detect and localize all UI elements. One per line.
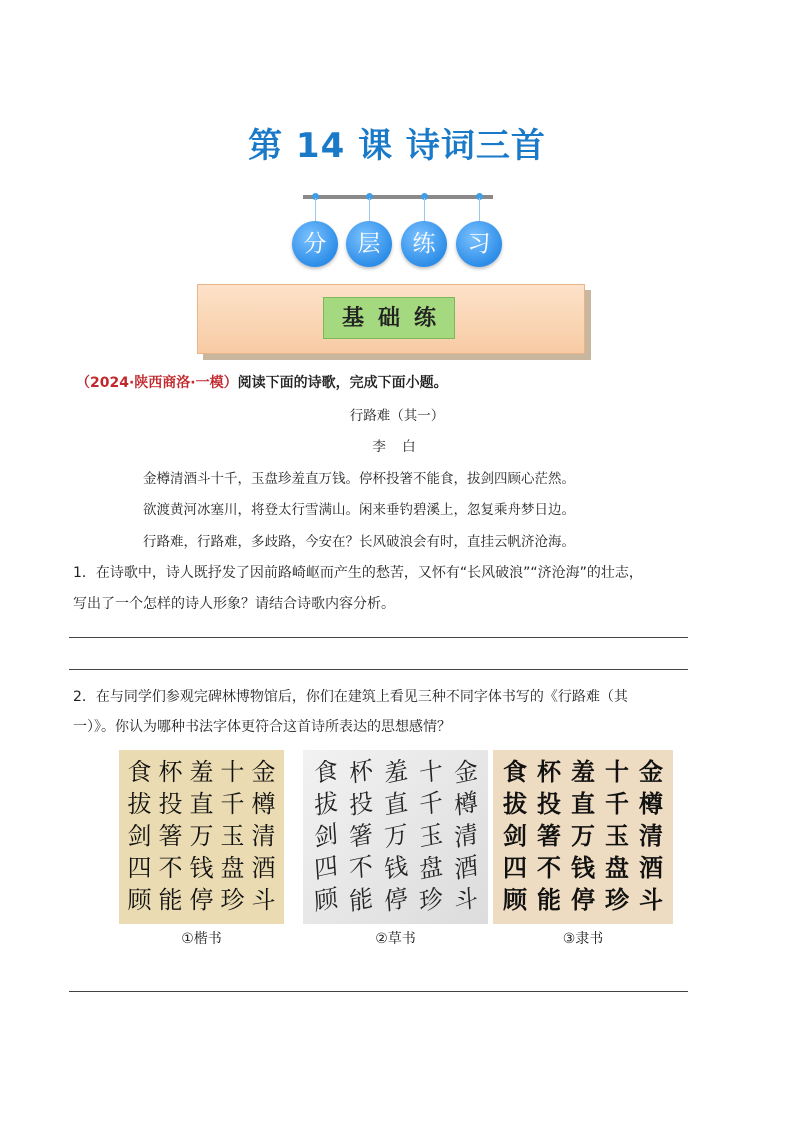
- answer-line[interactable]: [69, 669, 688, 670]
- calligraphy-char: 四: [312, 851, 339, 885]
- question-instruction: 阅读下面的诗歌，完成下面小题。: [237, 375, 448, 391]
- calligraphy-char: 金: [452, 755, 479, 789]
- calligraphy-char: 四: [127, 854, 152, 882]
- answer-line[interactable]: [69, 991, 688, 992]
- section-label: 基础练: [323, 297, 455, 339]
- calligraphy-char: 停: [382, 883, 409, 917]
- calligraphy-char: 投: [158, 790, 183, 818]
- lishu-image: [493, 750, 673, 924]
- calligraphy-char: 能: [537, 886, 561, 914]
- calligraphy-char: 食: [127, 758, 152, 786]
- calligraphy-char: 万: [571, 822, 595, 850]
- calligraphy-char: 杯: [537, 758, 561, 786]
- calligraphy-char: 剑: [127, 822, 152, 850]
- calligraphy-char: 箸: [347, 819, 374, 853]
- calligraphy-char: 清: [639, 822, 663, 850]
- calligraphy-column: [451, 756, 481, 916]
- calligraphy-char: 剑: [312, 819, 339, 853]
- calligraphy-char: 剑: [503, 822, 527, 850]
- calligraphy-char: 食: [312, 755, 339, 789]
- question-2-line: 一）》。你认为哪种书法字体更符合这首诗所表达的思想感情？: [73, 719, 451, 735]
- poem-author: 李 白: [372, 439, 422, 455]
- calligraphy-char: 拔: [503, 790, 527, 818]
- poem-title: 行路难（其一）: [349, 408, 445, 424]
- calligraphy-char: 万: [382, 819, 409, 853]
- question-intro: [76, 372, 448, 392]
- calligraphy-char: 不: [537, 854, 561, 882]
- calligraphy-column: [636, 756, 666, 916]
- section-banner: [197, 284, 591, 360]
- calligraphy-column: [381, 756, 411, 916]
- badge-fen: 分: [292, 221, 338, 267]
- calligraphy-column: [500, 756, 530, 916]
- calligraphy-char: 珍: [605, 886, 629, 914]
- calligraphy-column: [416, 756, 446, 916]
- calligraphy-char: 顾: [503, 886, 527, 914]
- calligraphy-char: 不: [158, 854, 183, 882]
- calligraphy-char: 千: [605, 790, 629, 818]
- calligraphy-column: [534, 756, 564, 916]
- calligraphy-char: 投: [537, 790, 561, 818]
- poem-line: 欲渡黄河冰塞川，将登太行雪满山。闲来垂钓碧溪上，忽复乘舟梦日边。: [143, 502, 575, 518]
- question-2-line: 2．在与同学们参观完碑林博物馆后，你们在建筑上看见三种不同字体书写的《行路难（其: [73, 689, 628, 705]
- calligraphy-char: 羞: [189, 758, 214, 786]
- calligraphy-char: 钱: [189, 854, 214, 882]
- calligraphy-char: 直: [189, 790, 214, 818]
- calligraphy-char: 钱: [382, 851, 409, 885]
- calligraphy-char: 酒: [251, 854, 276, 882]
- calligraphy-char: 食: [503, 758, 527, 786]
- calligraphy-char: 清: [251, 822, 276, 850]
- calligraphy-char: 盘: [605, 854, 629, 882]
- caoshu-image: [303, 750, 488, 924]
- calligraphy-column: [346, 756, 376, 916]
- rail-stick: [479, 198, 480, 222]
- calligraphy-char: 斗: [251, 886, 276, 914]
- calligraphy-char: 盘: [417, 851, 444, 885]
- calligraphy-char: 酒: [452, 851, 479, 885]
- calligraphy-char: 万: [189, 822, 214, 850]
- calligraphy-char: 千: [417, 787, 444, 821]
- calligraphy-char: 杯: [347, 755, 374, 789]
- rail-stick: [424, 198, 425, 222]
- calligraphy-column: [602, 756, 632, 916]
- question-1-line: 写出了一个怎样的诗人形象？请结合诗歌内容分析。: [73, 596, 395, 612]
- badge-ceng: 层: [346, 221, 392, 267]
- calligraphy-char: 清: [452, 819, 479, 853]
- calligraphy-char: 能: [158, 886, 183, 914]
- calligraphy-char: 羞: [571, 758, 595, 786]
- calligraphy-char: 斗: [639, 886, 663, 914]
- calligraphy-char: 直: [382, 787, 409, 821]
- poem-line: 行路难，行路难，多歧路，今安在？长风破浪会有时，直挂云帆济沧海。: [143, 534, 575, 550]
- calligraphy-column: [125, 756, 155, 916]
- calligraphy-char: 珍: [417, 883, 444, 917]
- calligraphy-char: 箸: [537, 822, 561, 850]
- calligraphy-char: 十: [220, 758, 245, 786]
- calligraphy-char: 盘: [220, 854, 245, 882]
- calligraphy-char: 玉: [417, 819, 444, 853]
- badge-lian: 练: [401, 221, 447, 267]
- calligraphy-char: 金: [639, 758, 663, 786]
- badge-xi: 习: [456, 221, 502, 267]
- calligraphy-char: 箸: [158, 822, 183, 850]
- calligraphy-char: 斗: [452, 883, 479, 917]
- calligraphy-char: 钱: [571, 854, 595, 882]
- calligraphy-column: [249, 756, 279, 916]
- page-title: 第 14 课 诗词三首: [248, 126, 546, 166]
- badge-rail: [303, 195, 493, 199]
- poem-line: 金樽清酒斗十千，玉盘珍羞直万钱。停杯投箸不能食，拔剑四顾心茫然。: [143, 471, 575, 487]
- kaishu-image: [119, 750, 284, 924]
- calligraphy-char: 千: [220, 790, 245, 818]
- calligraphy-char: 直: [571, 790, 595, 818]
- calligraphy-char: 玉: [605, 822, 629, 850]
- question-source: （2024·陕西商洛·一模）: [76, 375, 238, 391]
- calligraphy-char: 杯: [158, 758, 183, 786]
- calligraphy-column: [218, 756, 248, 916]
- calligraphy-char: 珍: [220, 886, 245, 914]
- calligraphy-column: [311, 756, 341, 916]
- calligraphy-char: 十: [417, 755, 444, 789]
- calligraphy-column: [187, 756, 217, 916]
- question-1-line: 1．在诗歌中，诗人既抒发了因前路崎岖而产生的愁苦，又怀有“长风破浪”“济沧海”的壮志，: [73, 565, 643, 581]
- calligraphy-char: 樽: [639, 790, 663, 818]
- answer-line[interactable]: [69, 637, 688, 638]
- calligraphy-char: 能: [347, 883, 374, 917]
- calligraphy-char: 顾: [312, 883, 339, 917]
- calligraphy-char: 不: [347, 851, 374, 885]
- calligraphy-char: 酒: [639, 854, 663, 882]
- caption-caoshu: ②草书: [375, 931, 416, 947]
- caption-kaishu: ①楷书: [181, 931, 222, 947]
- calligraphy-char: 十: [605, 758, 629, 786]
- rail-stick: [315, 198, 316, 222]
- calligraphy-column: [568, 756, 598, 916]
- calligraphy-char: 金: [251, 758, 276, 786]
- calligraphy-char: 停: [189, 886, 214, 914]
- calligraphy-char: 拔: [312, 787, 339, 821]
- calligraphy-char: 顾: [127, 886, 152, 914]
- calligraphy-char: 拔: [127, 790, 152, 818]
- calligraphy-char: 樽: [251, 790, 276, 818]
- caption-lishu: ③隶书: [562, 931, 604, 947]
- calligraphy-column: [156, 756, 186, 916]
- calligraphy-char: 樽: [452, 787, 479, 821]
- calligraphy-char: 投: [347, 787, 374, 821]
- calligraphy-char: 羞: [382, 755, 409, 789]
- calligraphy-char: 停: [571, 886, 595, 914]
- calligraphy-char: 玉: [220, 822, 245, 850]
- calligraphy-char: 四: [503, 854, 527, 882]
- rail-stick: [369, 198, 370, 222]
